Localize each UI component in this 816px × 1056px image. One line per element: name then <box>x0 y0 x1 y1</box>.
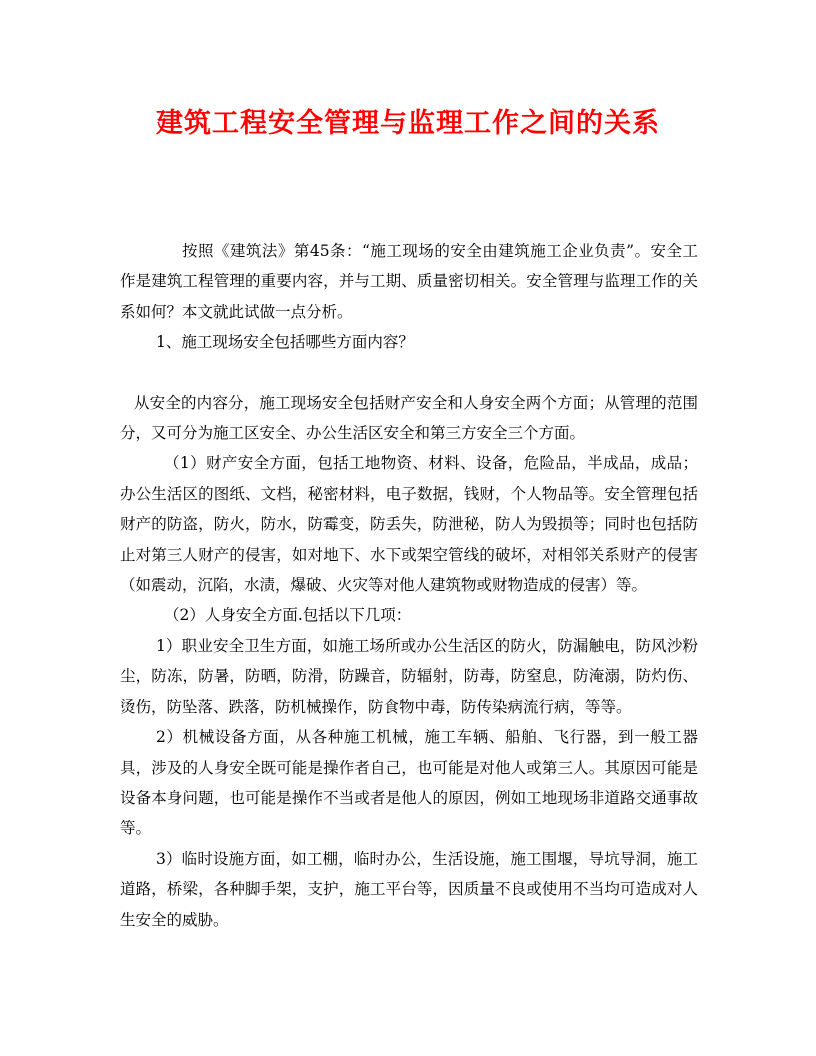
machinery-safety-paragraph: 2）机械设备方面，从各种施工机械，施工车辆、船舶、飞行器，到一般工器具，涉及的人身安全既可能是操作者自己，也可能是对他人或第三人。其原因可能是设备本身问题，也可能是操作不当或者是他人的原因，例如工地现场非道路交通事故等。 <box>120 728 698 838</box>
document-body <box>120 236 698 935</box>
paragraph-spacer <box>120 358 698 388</box>
temporary-facilities-paragraph: 3）临时设施方面，如工棚，临时办公，生活设施，施工围堰，导坑导洞，施工道路，桥梁，各种脚手架，支护，施工平台等，因质量不良或使用不当均可造成对人生安全的威胁。 <box>120 849 698 929</box>
occupational-safety-paragraph: 1）职业安全卫生方面，如施工场所或办公生活区的防火，防漏触电，防风沙粉尘，防冻，防暑，防晒，防滑，防躁音，防辐射，防毒，防窒息，防淹溺，防灼伤、烫伤，防坠落、跌落，防机械操作，防食物中毒，防传染病流行病，等等。 <box>120 636 698 716</box>
safety-scope-paragraph: 从安全的内容分，施工现场安全包括财产安全和人身安全两个方面；从管理的范围分，又可分为施工区安全、办公生活区安全和第三方安全三个方面。 <box>120 393 698 443</box>
property-safety-paragraph: （1）财产安全方面，包括工地物资、材料、设备，危险品，半成品，成品；办公生活区的图纸、文档，秘密材料，电子数据，钱财，个人物品等。安全管理包括财产的防盗，防火，防水，防霉变，防丢失，防泄秘，防人为毁损等；同时也包括防止对第三人财产的侵害，如对地下、水下或架空管线的破坏，对相邻关系财产的侵害（如震动，沉陷，水渍，爆破、火灾等对他人建筑物或财物造成的侵害）等。 <box>120 454 698 595</box>
personal-safety-heading: （2）人身安全方面.包括以下几项： <box>164 606 412 625</box>
intro-paragraph: 按照《建筑法》第45条：“施工现场的安全由建筑施工企业负责”。安全工作是建筑工程管理的重要内容，并与工期、质量密切相关。安全管理与监理工作的关系如何？本文就此试做一点分析。 <box>120 242 698 321</box>
document-title: 建筑工程安全管理与监理工作之间的关系 <box>156 108 660 139</box>
section-heading-1: 1、施工现场安全包括哪些方面内容？ <box>156 333 414 352</box>
